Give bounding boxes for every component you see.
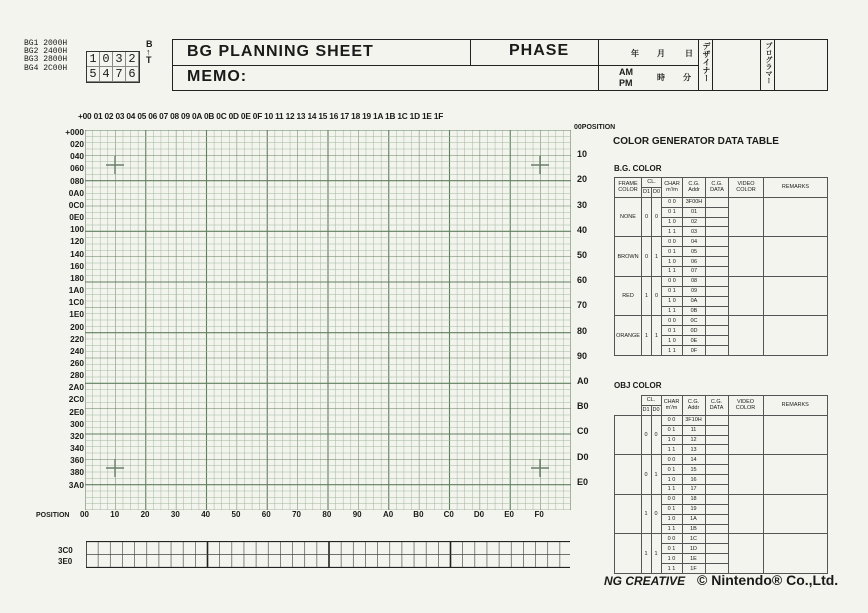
char-cell: 0 1 [661, 544, 682, 554]
char-cell: 0 0 [661, 415, 682, 425]
d1-cell: 0 [641, 415, 651, 455]
cg-addr-cell: 1B [682, 524, 705, 534]
right-axis-label: D0 [577, 451, 589, 462]
table-row [615, 197, 828, 207]
left-axis-label: 060 [70, 163, 84, 174]
left-axis-label: 020 [70, 139, 84, 150]
bottom-axis-label: 50 [231, 510, 241, 519]
d1-cell: 1 [642, 316, 652, 356]
nametable-digits [86, 51, 140, 83]
cg-data-cell[interactable] [705, 415, 728, 425]
cg-addr-header: C.G. Addr [683, 178, 706, 198]
char-cell: 0 1 [661, 504, 682, 514]
d1-cell: 0 [642, 197, 652, 237]
char-cell: 0 1 [662, 247, 683, 257]
left-axis-label: 080 [70, 175, 84, 186]
cg-addr-cell: 19 [682, 504, 705, 514]
cg-addr-cell: 18 [682, 494, 705, 504]
digit: 5 [87, 67, 100, 82]
cg-data-cell[interactable] [706, 326, 729, 336]
cg-data-cell[interactable] [705, 435, 728, 445]
obj-color-title: OBJ COLOR [614, 381, 662, 390]
bottom-axis-label: 90 [352, 510, 362, 519]
left-axis-label: 0C0 [68, 199, 84, 210]
cg-addr-cell: 01 [683, 207, 706, 217]
cg-addr-cell: 15 [682, 465, 705, 475]
char-cell: 0 0 [662, 276, 683, 286]
frame-color-cell: ORANGE [615, 316, 642, 356]
cg-addr-cell: 0E [683, 336, 706, 346]
left-axis-label: 100 [70, 224, 84, 235]
remarks-cell[interactable] [764, 276, 828, 316]
table-row [615, 237, 828, 247]
right-axis-label: 30 [577, 199, 588, 210]
video-color-cell[interactable] [728, 415, 763, 455]
bottom-axis-label: 00 [80, 510, 89, 519]
cg-data-cell[interactable] [706, 286, 729, 296]
cg-addr-cell: 04 [683, 237, 706, 247]
bottom-axis-labels [36, 510, 544, 519]
char-cell: 1 0 [661, 554, 682, 564]
right-axis-label: 40 [577, 224, 588, 235]
bottom-strip-grid[interactable] [86, 541, 570, 568]
cg-data-cell[interactable] [705, 504, 728, 514]
bottom-axis-label: 60 [261, 510, 271, 519]
char-cell: 1 0 [662, 217, 683, 227]
date-year: 年 [631, 49, 639, 58]
table-row [615, 316, 828, 326]
bottom-axis-label: 70 [292, 510, 301, 519]
left-axis-label: 1C0 [68, 297, 84, 308]
char-cell: 1 0 [662, 336, 683, 346]
cg-data-cell[interactable] [705, 445, 728, 455]
bg-address-list [24, 40, 67, 73]
left-axis-label: 140 [70, 248, 84, 259]
d0-cell: 0 [652, 276, 662, 316]
cg-addr-cell: 0C [683, 316, 706, 326]
left-axis-label: 300 [70, 418, 84, 429]
d0-cell: 0 [651, 415, 661, 455]
char-cell: 0 0 [661, 494, 682, 504]
cg-data-cell[interactable] [706, 336, 729, 346]
left-axis-label: 360 [70, 455, 84, 466]
sheet-title: BG PLANNING SHEET [187, 43, 374, 60]
remarks-cell[interactable] [764, 237, 828, 277]
bottom-axis-label: A0 [383, 510, 394, 519]
cg-data-cell[interactable] [705, 534, 728, 544]
video-color-cell[interactable] [729, 237, 764, 277]
cg-data-cell[interactable] [706, 276, 729, 286]
d0-header: D0 [652, 407, 660, 414]
left-axis-label: 340 [70, 443, 84, 454]
d1-cell: 0 [642, 237, 652, 277]
pm-label: PM [619, 78, 633, 88]
left-axis-label: 160 [70, 260, 84, 271]
char-header: CHAR m'/m [661, 396, 682, 416]
frame-color-cell: NONE [615, 197, 642, 237]
cg-addr-cell: 13 [682, 445, 705, 455]
bottom-axis-label: 30 [170, 510, 180, 519]
cg-addr-cell: 1C [682, 534, 705, 544]
cg-data-cell[interactable] [706, 217, 729, 227]
cg-addr-cell: 06 [683, 257, 706, 267]
cg-addr-cell: 1D [682, 544, 705, 554]
cg-data-cell[interactable] [705, 485, 728, 495]
left-axis-label: 200 [70, 321, 84, 332]
right-axis-label: C0 [577, 426, 589, 437]
char-cell: 0 1 [661, 425, 682, 435]
bottom-axis-label: 40 [201, 510, 211, 519]
memo-label[interactable]: MEMO: [187, 68, 248, 85]
d1-cell: 1 [641, 534, 651, 574]
d0-cell: 0 [651, 494, 661, 534]
cg-data-cell[interactable] [706, 316, 729, 326]
cg-data-header: C.G. DATA [705, 396, 728, 416]
char-cell: 0 1 [662, 326, 683, 336]
digit: 4 [100, 67, 113, 82]
left-axis-label: 2C0 [68, 394, 84, 405]
remarks-cell[interactable] [763, 455, 828, 495]
cg-data-cell[interactable] [706, 257, 729, 267]
d0-cell: 1 [651, 455, 661, 495]
bottom-axis-label: F0 [534, 510, 544, 519]
left-axis-labels [50, 126, 84, 491]
cl-header: CL. [641, 396, 661, 406]
cg-addr-cell: 0B [683, 306, 706, 316]
digit: 1 [87, 52, 100, 67]
d0-cell: 1 [652, 316, 662, 356]
bottom-axis-label: 20 [140, 510, 150, 519]
strip-label: 3C0 [58, 546, 73, 555]
remarks-cell[interactable] [764, 197, 828, 237]
char-cell: 0 0 [662, 197, 683, 207]
bottom-axis-label: C0 [443, 510, 454, 519]
cg-data-cell[interactable] [706, 267, 729, 277]
cg-data-cell[interactable] [706, 306, 729, 316]
left-axis-label: 380 [70, 467, 84, 478]
cg-addr-cell: 14 [682, 455, 705, 465]
bg-address: BG4 2C00H [24, 63, 68, 73]
right-axis-label: 00POSITION [574, 124, 616, 131]
bottom-axis-label: B0 [413, 510, 424, 519]
bg-address: BG2 2400H [24, 47, 68, 57]
cg-table-title: COLOR GENERATOR DATA TABLE [613, 136, 779, 147]
char-cell: 1 1 [662, 227, 683, 237]
char-cell: 0 0 [662, 316, 683, 326]
char-cell: 0 0 [661, 534, 682, 544]
cg-data-cell[interactable] [705, 494, 728, 504]
cg-data-cell[interactable] [705, 455, 728, 465]
phase-label: PHASE [509, 42, 570, 59]
char-cell: 0 1 [661, 465, 682, 475]
digit: 2 [126, 52, 139, 67]
right-axis-label: 70 [577, 300, 588, 311]
cg-addr-header: C.G. Addr [682, 396, 705, 416]
planning-grid[interactable] [85, 130, 571, 510]
remarks-cell[interactable] [763, 415, 828, 455]
digit: 7 [113, 67, 126, 82]
bottom-axis-label: D0 [473, 510, 485, 519]
remarks-cell[interactable] [763, 534, 828, 574]
digit: 0 [100, 52, 113, 67]
strip-labels [58, 545, 73, 567]
cg-addr-cell: 11 [682, 425, 705, 435]
frame-color-cell [615, 534, 642, 574]
table-row [615, 276, 828, 286]
d1-cell: 1 [641, 494, 651, 534]
right-axis-label: 90 [577, 350, 588, 361]
table-row [615, 455, 828, 465]
char-cell: 1 0 [661, 475, 682, 485]
left-axis-label: 0A0 [68, 187, 84, 198]
video-color-header: VIDEO COLOR [729, 178, 764, 198]
bg-color-table [614, 177, 828, 356]
frame-header: FRAME COLOR [615, 178, 642, 198]
char-cell: 1 1 [662, 306, 683, 316]
video-color-cell[interactable] [728, 455, 763, 495]
left-axis-label: 1A0 [68, 285, 84, 296]
programmer-label: プログラマー [765, 42, 772, 84]
cg-data-cell[interactable] [705, 554, 728, 564]
left-axis-label: 2A0 [68, 382, 84, 393]
hour-label: 時 [657, 73, 665, 82]
d0-cell: 1 [652, 237, 662, 277]
char-cell: 0 0 [661, 455, 682, 465]
cg-data-cell[interactable] [705, 524, 728, 534]
video-color-cell[interactable] [728, 534, 763, 574]
cg-data-cell[interactable] [705, 475, 728, 485]
obj-color-table [614, 395, 828, 574]
cg-addr-cell: 1E [682, 554, 705, 564]
right-axis-label: 10 [577, 149, 588, 160]
right-axis-label: 60 [577, 275, 588, 286]
left-axis-label: 3A0 [68, 479, 84, 490]
char-cell: 0 1 [662, 286, 683, 296]
video-color-cell[interactable] [729, 316, 764, 356]
table-row [615, 534, 828, 544]
frame-color-cell [615, 415, 642, 455]
video-color-cell[interactable] [729, 197, 764, 237]
left-axis-label: 180 [70, 272, 84, 283]
cg-addr-cell: 1A [682, 514, 705, 524]
digit: 3 [113, 52, 126, 67]
table-row [615, 415, 828, 425]
d1-cell: 1 [642, 276, 652, 316]
char-cell: 0 0 [662, 237, 683, 247]
frame-color-cell [615, 455, 642, 495]
maker-logo: NG CREATIVE [604, 574, 686, 588]
left-axis-label: 240 [70, 345, 84, 356]
cg-addr-cell: 07 [683, 267, 706, 277]
left-axis-label: 0E0 [69, 212, 84, 223]
char-cell: 1 1 [661, 564, 682, 574]
left-axis-label: 260 [70, 357, 84, 368]
char-cell: 1 1 [661, 524, 682, 534]
right-axis-label: B0 [577, 401, 589, 412]
cg-addr-cell: 08 [683, 276, 706, 286]
bg-address: BG1 2000H [24, 39, 68, 48]
date-day: 日 [685, 49, 693, 58]
cg-addr-cell: 0D [683, 326, 706, 336]
char-cell: 1 0 [662, 257, 683, 267]
cg-addr-cell: 05 [683, 247, 706, 257]
right-axis-label: 80 [577, 325, 588, 336]
left-axis-label: +000 [65, 127, 84, 137]
frame-color-cell [615, 494, 642, 534]
bottom-axis-label: 80 [322, 510, 332, 519]
frame-color-cell: BROWN [615, 237, 642, 277]
video-color-cell[interactable] [728, 494, 763, 534]
cg-data-cell[interactable] [705, 544, 728, 554]
video-color-header: VIDEO COLOR [728, 396, 763, 416]
cg-data-cell[interactable] [706, 227, 729, 237]
remarks-header: REMARKS [764, 178, 828, 198]
d1-cell: 0 [641, 455, 651, 495]
char-cell: 1 0 [662, 296, 683, 306]
char-cell: 1 1 [661, 445, 682, 455]
remarks-header: REMARKS [763, 396, 828, 416]
char-cell: 1 0 [661, 514, 682, 524]
table-row [615, 494, 828, 504]
cl-header: CL. [642, 178, 662, 188]
cg-addr-cell: 03 [683, 227, 706, 237]
footer [604, 572, 838, 588]
left-axis-label: 040 [70, 151, 84, 162]
char-cell: 1 1 [661, 485, 682, 495]
copyright: © Nintendo® Co.,Ltd. [697, 572, 839, 588]
cg-data-cell[interactable] [706, 296, 729, 306]
left-axis-label: 1E0 [69, 309, 84, 320]
left-axis-label: 280 [70, 370, 84, 381]
left-axis-label: 220 [70, 333, 84, 344]
top-axis-labels: +00 01 02 03 04 05 06 07 08 09 0A 0B 0C 0D 0E 0F 10 11 12 13 14 15 16 17 18 19 1A 1B 1C 1D 1E 1F [78, 111, 444, 121]
am-label: AM [619, 67, 633, 77]
char-header: CHAR m'/m [662, 178, 683, 198]
cg-addr-cell: 3F00H [683, 197, 706, 207]
cg-data-header: C.G. DATA [706, 178, 729, 198]
right-axis-label: 50 [577, 250, 588, 260]
d0-header: D0 [652, 189, 661, 196]
digit: 6 [126, 67, 139, 82]
strip-label: 3E0 [58, 557, 73, 566]
bottom-axis-label: 10 [110, 510, 120, 519]
right-axis-label: 20 [577, 174, 588, 185]
cg-data-cell[interactable] [705, 514, 728, 524]
d1-header: D1 [642, 189, 651, 196]
cg-addr-cell: 1F [682, 564, 705, 574]
d0-cell: 0 [652, 197, 662, 237]
bottom-axis-label: E0 [504, 510, 514, 519]
cg-data-cell[interactable] [705, 465, 728, 475]
char-cell: 1 1 [662, 267, 683, 277]
cg-addr-cell: 12 [682, 435, 705, 445]
cg-data-cell[interactable] [706, 197, 729, 207]
minute-label: 分 [683, 73, 691, 82]
cg-data-cell[interactable] [706, 237, 729, 247]
cg-addr-cell: 17 [682, 485, 705, 495]
video-color-cell[interactable] [729, 276, 764, 316]
cg-addr-cell: 0A [683, 296, 706, 306]
cg-data-cell[interactable] [706, 247, 729, 257]
cg-data-cell[interactable] [705, 425, 728, 435]
cg-addr-cell: 3F10H [682, 415, 705, 425]
cg-addr-cell: 09 [683, 286, 706, 296]
char-cell: 1 0 [661, 435, 682, 445]
d1-header: D1 [642, 407, 650, 414]
cg-addr-cell: 02 [683, 217, 706, 227]
cg-data-cell[interactable] [706, 346, 729, 356]
frame-color-cell: RED [615, 276, 642, 316]
left-axis-label: 120 [70, 236, 84, 247]
designer-label: デザイナー [702, 42, 711, 82]
cg-data-cell[interactable] [706, 207, 729, 217]
position-label: POSITION [36, 512, 70, 519]
left-axis-label: 320 [70, 430, 84, 441]
cg-addr-cell: 16 [682, 475, 705, 485]
char-cell: 0 1 [662, 207, 683, 217]
left-axis-label: 2E0 [69, 406, 84, 417]
right-axis-label: A0 [577, 376, 589, 386]
char-cell: 1 1 [662, 346, 683, 356]
remarks-cell[interactable] [763, 494, 828, 534]
bg-color-title: B.G. COLOR [614, 164, 662, 173]
date-month: 月 [657, 49, 665, 58]
bottom-top-marker: B ↑ T [146, 39, 153, 65]
remarks-cell[interactable] [764, 316, 828, 356]
cg-addr-cell: 0F [683, 346, 706, 356]
bg-address: BG3 2800H [24, 55, 68, 65]
d0-cell: 1 [651, 534, 661, 574]
right-axis-label: E0 [577, 476, 589, 487]
header-box [172, 39, 828, 91]
